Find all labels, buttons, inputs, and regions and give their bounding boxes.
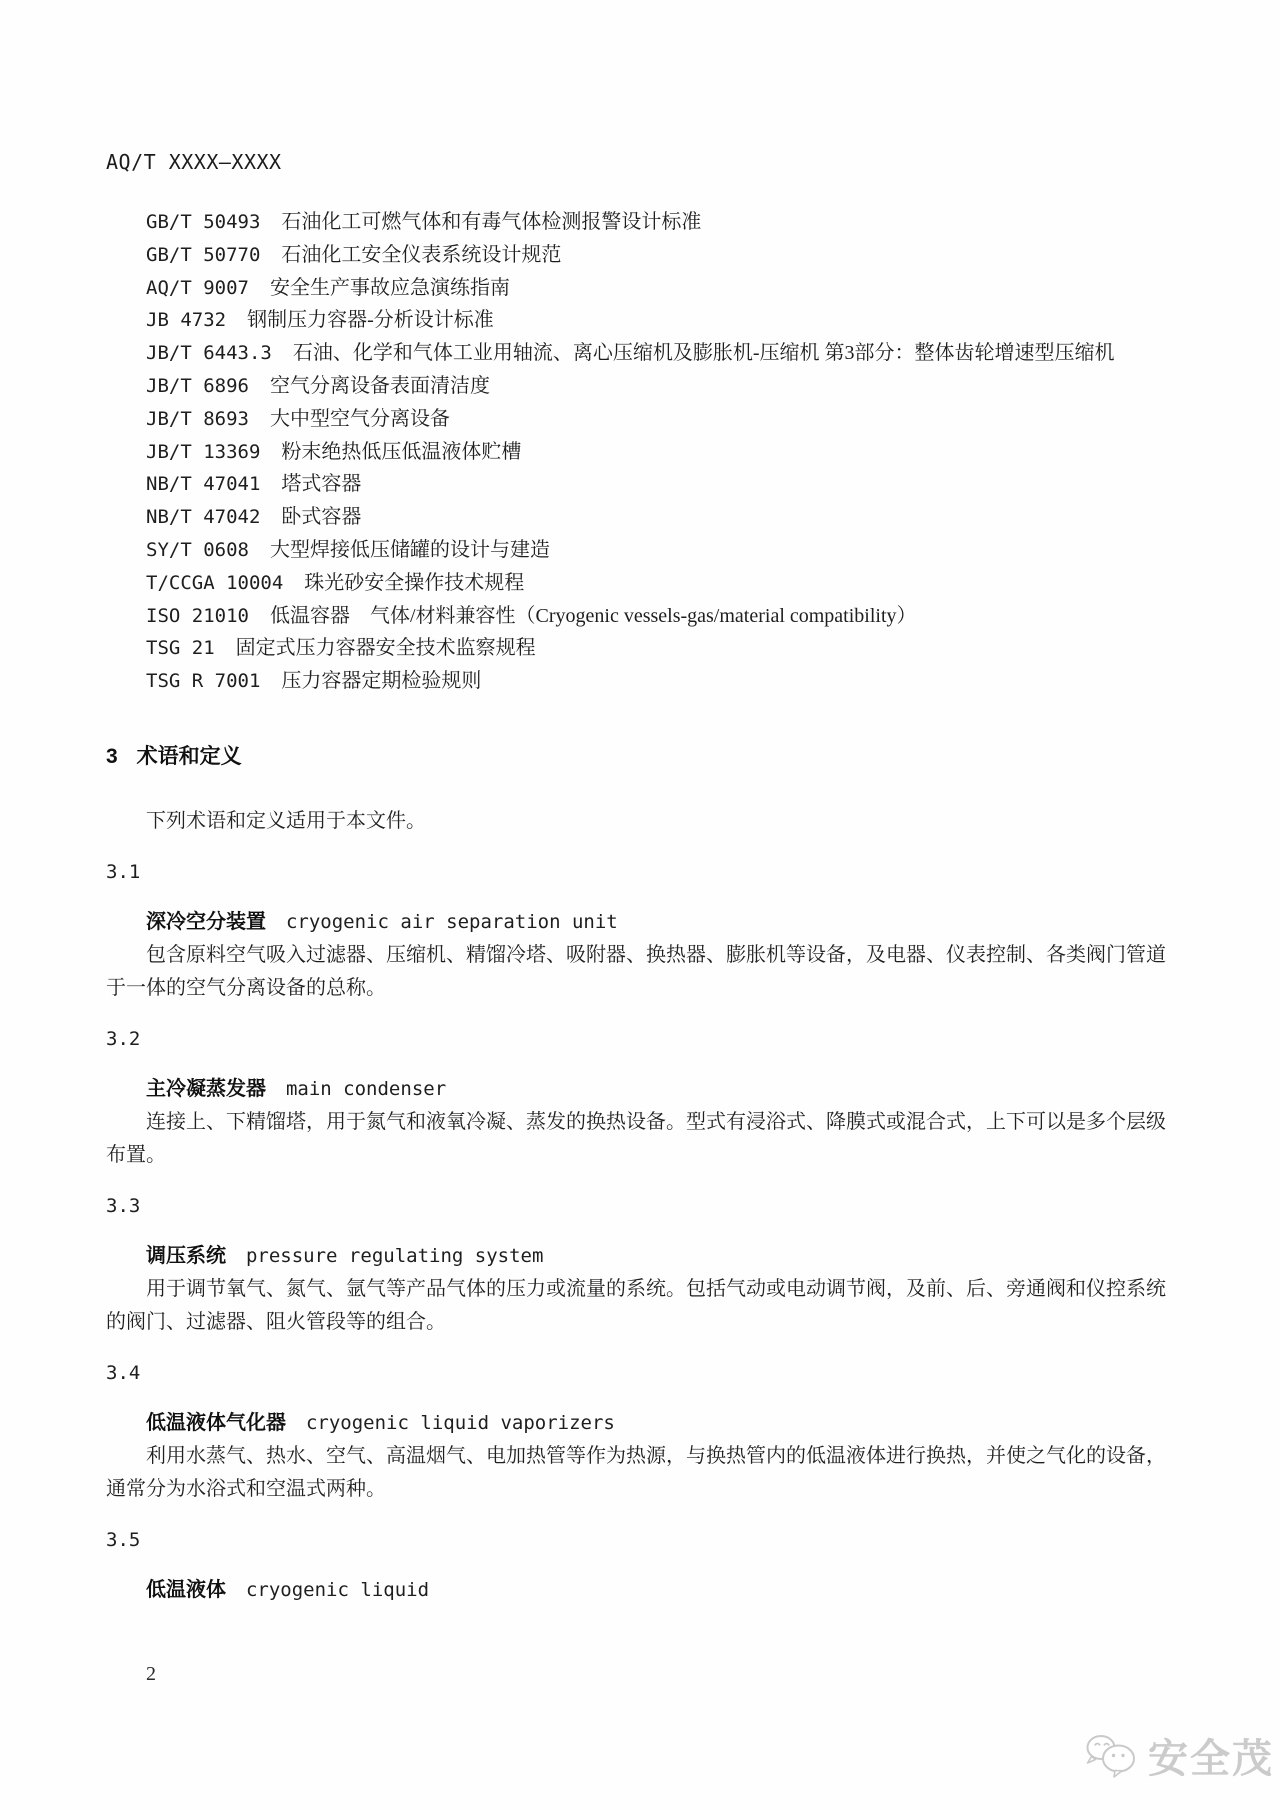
reference-code: JB/T 13369 [146,440,261,463]
term-block [106,1190,1180,1339]
term-name-zh: 深冷空分装置 [146,910,266,933]
reference-title: 大中型空气分离设备 [269,407,450,430]
term-name-line [106,1407,1180,1440]
wechat-chat-bubbles-icon [1082,1732,1140,1780]
term-name-zh: 低温液体 [146,1578,226,1601]
reference-item [106,304,1118,337]
term-name-line [106,1574,1180,1607]
term-name-line [106,906,1180,939]
terms-container [106,856,1180,1607]
reference-item [106,206,1118,239]
term-definition: 用于调节氧气、氮气、氩气等产品气体的压力或流量的系统。包括气动或电动调节阀，及前、后、旁通阀和仪控系统的阀门、过滤器、阻火管段等的组合。 [106,1277,1166,1333]
term-name-en: cryogenic air separation unit [274,910,618,933]
reference-item [106,272,1118,305]
page-content [106,206,1180,1607]
page-number: 2 [146,1663,156,1685]
standard-number-header: AQ/T XXXX—XXXX [106,150,282,174]
reference-title: 固定式压力容器安全技术监察规程 [235,637,536,660]
reference-code: NB/T 47042 [146,506,261,529]
reference-title: 安全生产事故应急演练指南 [269,276,510,299]
term-name-line [106,1073,1180,1106]
reference-item [106,468,1118,501]
clause-number: 3.1 [106,860,141,883]
reference-title: 压力容器定期检验规则 [281,670,482,693]
reference-item [106,436,1118,469]
term-block [106,856,1180,1005]
normative-references-list [106,206,1118,698]
term-block [106,1524,1180,1607]
reference-title: 粉末绝热低压低温液体贮槽 [281,440,522,463]
term-name-en: main condenser [274,1077,447,1100]
section-heading [106,740,1180,773]
clause-number: 3.2 [106,1027,141,1050]
term-name-zh: 主冷凝蒸发器 [146,1077,266,1100]
clause-number: 3.5 [106,1528,141,1551]
reference-code: JB/T 6443.3 [146,342,272,365]
reference-code: SY/T 0608 [146,538,249,561]
reference-code: TSG 21 [146,637,215,660]
reference-item [106,567,1118,600]
reference-title: 石油、化学和气体工业用轴流、离心压缩机及膨胀机-压缩机 第3部分：整体齿轮增速型压缩机 [292,342,1115,365]
reference-item [106,632,1118,665]
clause-number: 3.4 [106,1361,141,1384]
reference-item [106,534,1118,567]
reference-title: 石油化工可燃气体和有毒气体检测报警设计标准 [281,211,702,233]
watermark-text: 安全茂 [1148,1737,1274,1781]
watermark [1082,1727,1274,1784]
reference-code: GB/T 50770 [146,243,261,266]
reference-code: JB 4732 [146,309,227,332]
term-name-en: cryogenic liquid [234,1578,430,1601]
term-name-en: pressure regulating system [234,1244,544,1267]
term-definition: 利用水蒸气、热水、空气、高温烟气、电加热管等作为热源，与换热管内的低温液体进行换热，并使之气化的设备，通常分为水浴式和空温式两种。 [106,1444,1166,1500]
reference-item [106,665,1118,698]
term-block [106,1023,1180,1172]
section-number: 3 [106,744,118,768]
reference-item [106,239,1118,272]
term-definition: 连接上、下精馏塔，用于氮气和液氧冷凝、蒸发的换热设备。型式有浸浴式、降膜式或混合式，上下可以是多个层级布置。 [106,1110,1166,1166]
reference-code: ISO 21010 [146,604,249,627]
section-intro: 下列术语和定义适用于本文件。 [146,809,426,832]
reference-code: GB/T 50493 [146,211,261,233]
reference-item [106,600,1118,633]
reference-title: 石油化工安全仪表系统设计规范 [281,243,562,266]
reference-code: JB/T 8693 [146,407,249,430]
term-name-zh: 调压系统 [146,1244,226,1267]
reference-title: 珠光砂安全操作技术规程 [304,571,525,594]
reference-title: 空气分离设备表面清洁度 [269,374,490,397]
reference-code: T/CCGA 10004 [146,571,284,594]
reference-item [106,403,1118,436]
section-title: 术语和定义 [136,744,242,768]
term-name-en: cryogenic liquid vaporizers [294,1411,615,1434]
clause-number: 3.3 [106,1194,141,1217]
reference-title: 卧式容器 [281,506,362,529]
reference-title: 低温容器 气体/材料兼容性（Cryogenic vessels-gas/material compatibility） [269,604,917,627]
reference-item [106,370,1118,403]
reference-title: 大型焊接低压储罐的设计与建造 [269,538,550,561]
reference-item [106,337,1118,370]
reference-item [106,501,1118,534]
reference-title: 钢制压力容器-分析设计标准 [247,309,494,332]
reference-code: JB/T 6896 [146,374,249,397]
reference-code: NB/T 47041 [146,473,261,496]
term-block [106,1357,1180,1506]
term-definition: 包含原料空气吸入过滤器、压缩机、精馏冷塔、吸附器、换热器、膨胀机等设备，及电器、仪表控制、各类阀门管道于一体的空气分离设备的总称。 [106,943,1166,999]
reference-code: TSG R 7001 [146,670,261,693]
reference-code: AQ/T 9007 [146,276,249,299]
term-name-zh: 低温液体气化器 [146,1411,286,1434]
reference-title: 塔式容器 [281,473,362,496]
term-name-line [106,1240,1180,1273]
